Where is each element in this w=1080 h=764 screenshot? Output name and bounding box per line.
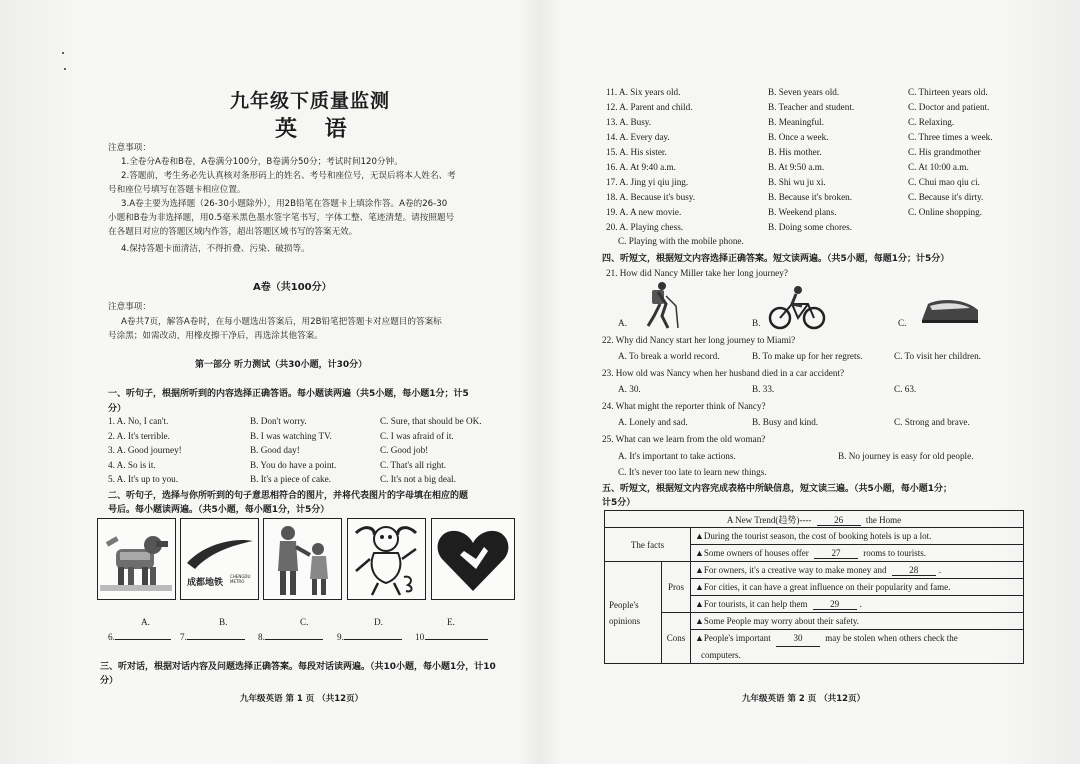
option-c: C. Chui mao qiu ci. xyxy=(908,177,980,187)
question-group-2-instruction: 二、听句子，选择与你所听到的句子意思相符合的图片，并将代表图片的字母填在相应的题 xyxy=(108,491,469,501)
trend-info-table xyxy=(604,510,1024,664)
a-note-line: 号涂黑；如需改动，用橡皮擦干净后，再选涂其他答案。 xyxy=(108,331,323,341)
page-footer: 九年级英语 第 2 页 （共12页） xyxy=(742,694,866,704)
option-b: B. You do have a point. xyxy=(250,460,337,470)
option-a: 14. A. Every day. xyxy=(606,132,670,142)
opinions-label: People's opinions xyxy=(605,562,662,664)
option-c: C. Thirteen years old. xyxy=(908,87,988,97)
question-number: 10. xyxy=(415,632,427,642)
option-a: 17. A. Jing yi qiu jing. xyxy=(606,177,689,187)
option-b: B. At 9:50 a.m. xyxy=(768,162,825,172)
option-c: C. Doctor and patient. xyxy=(908,102,990,112)
option-b: B. Once a week. xyxy=(768,132,829,142)
option-b: B. Shi wu ju xi. xyxy=(768,177,826,187)
facts-row-2-prefix: ▲Some owners of houses offer xyxy=(695,547,809,558)
picture-letter: A. xyxy=(141,617,150,627)
question-22: 22. Why did Nancy start her long journey to Miami? xyxy=(602,335,796,345)
option-b: B. Weekend plans. xyxy=(768,207,837,217)
option-c: C. I was afraid of it. xyxy=(380,431,454,441)
note-line: 1.全卷分A卷和B卷，A卷满分100分，B卷满分50分；考试时间120分钟。 xyxy=(121,157,403,167)
option-b: B. No journey is easy for old people. xyxy=(838,451,974,461)
option-b: B. It's a piece of cake. xyxy=(250,474,331,484)
pros-row-3-prefix: ▲For tourists, it can help them xyxy=(695,598,808,609)
answer-blank-28[interactable]: 28 xyxy=(892,565,936,576)
picture-letter: C. xyxy=(300,617,309,627)
option-c: C. Online shopping. xyxy=(908,207,983,217)
option-b: B. Seven years old. xyxy=(768,87,840,97)
q21-option-label: B. xyxy=(752,318,761,328)
option-c: C. Sure, that should be OK. xyxy=(380,416,482,426)
q21-option-label: C. xyxy=(898,318,907,328)
note-line: 4.保持答题卡面清洁，不得折叠、污染、破损等。 xyxy=(121,244,310,254)
note-line: 号和座位号填写在答题卡相应位置。 xyxy=(108,185,246,195)
option-a: 4. A. So is it. xyxy=(108,460,156,470)
note-line: 小题和B卷为非选择题，用0.5毫米黑色墨水签字笔书写，字体工整、笔迹清楚。请按照题号 xyxy=(108,213,455,223)
option-b: B. Teacher and student. xyxy=(768,102,855,112)
option-c: C. 63. xyxy=(894,384,917,394)
metro-name-cn: 成都地铁 xyxy=(187,578,224,588)
option-b: B. Busy and kind. xyxy=(752,417,819,427)
cons-label: Cons xyxy=(662,613,691,664)
subject-title: 英 语 xyxy=(275,117,357,142)
answer-blank-29[interactable]: 29 xyxy=(813,599,857,610)
note-line: 3.A卷主要为选择题（26-30小题除外），用2B铅笔在答题卡上填涂作答。A卷的26-30 xyxy=(121,199,448,209)
option-c: C. Three times a week. xyxy=(908,132,993,142)
option-c: C. Relaxing. xyxy=(908,117,955,127)
metro-name-en: CHENGDU METRO xyxy=(230,574,251,584)
option-a: 5. A. It's up to you. xyxy=(108,474,179,484)
cons-row-2-cont: computers. xyxy=(701,650,741,660)
cons-row-2-prefix: ▲People's important xyxy=(695,633,771,643)
q21-option-label: A. xyxy=(618,318,627,328)
picture-letter: D. xyxy=(374,617,383,627)
facts-label: The facts xyxy=(605,528,691,562)
pros-row-1-prefix: ▲For owners, it's a creative way to make money and xyxy=(695,564,887,575)
option-a: 12. A. Parent and child. xyxy=(606,102,693,112)
option-b: B. Doing some chores. xyxy=(768,222,852,232)
facts-row-1: ▲During the tourist season, the cost of booking hotels is up a lot. xyxy=(691,528,1024,545)
question-number: 8. xyxy=(258,632,265,642)
question-number: 7. xyxy=(180,632,187,642)
question-group-4-instruction: 四、听短文，根据短文内容选择正确答案。短文读两遍。（共5小题，每题1分；计5分） xyxy=(602,254,950,264)
option-b: B. Because it's broken. xyxy=(768,192,853,202)
option-a: A. It's important to take actions. xyxy=(618,451,736,461)
picture-letter: E. xyxy=(447,617,455,627)
option-a: 11. A. Six years old. xyxy=(606,87,681,97)
question-25: 25. What can we learn from the old woman? xyxy=(602,434,766,444)
option-a: 18. A. Because it's busy. xyxy=(606,192,696,202)
question-group-1-instruction: 一、听句子，根据所听到的内容选择正确答语。每小题读两遍（共5小题，每小题1分；计5 xyxy=(108,389,469,399)
option-c: C. Strong and brave. xyxy=(894,417,970,427)
facts-row-2-suffix: rooms to tourists. xyxy=(863,547,926,558)
option-b: B. Meaningful. xyxy=(768,117,824,127)
option-c: C. His grandmother xyxy=(908,147,981,157)
option-a: 3. A. Good journey! xyxy=(108,445,182,455)
option-b: B. His mother. xyxy=(768,147,822,157)
question-number: 6. xyxy=(108,632,115,642)
pros-row-3-suffix: . xyxy=(859,598,862,609)
option-c: C. At 10:00 a.m. xyxy=(908,162,969,172)
facts-row-2 xyxy=(691,545,1024,562)
option-a: 2. A. It's terrible. xyxy=(108,431,170,441)
option-b: B. To make up for her regrets. xyxy=(752,351,863,361)
pros-row-1 xyxy=(691,562,1024,579)
option-a: A. Lonely and sad. xyxy=(618,417,688,427)
question-number: 9. xyxy=(337,632,344,642)
note-line: 在各题目对应的答题区域内作答，超出答题区域书写的答案无效。 xyxy=(108,227,358,237)
option-b: B. 33. xyxy=(752,384,775,394)
a-note-line: A卷共7页，解答A卷时，在每小题选出答案后，用2B铅笔把答题卡对应题目的答案标 xyxy=(121,317,442,327)
question-group-1-instruction-cont: 分） xyxy=(108,404,127,414)
option-b: B. I was watching TV. xyxy=(250,431,332,441)
option-b: B. Good day! xyxy=(250,445,300,455)
answer-blank-30[interactable]: 30 xyxy=(776,630,820,647)
option-c: C. To visit her children. xyxy=(894,351,981,361)
a-notes-heading: 注意事项： xyxy=(108,302,151,312)
option-c: C. It's not a big deal. xyxy=(380,474,456,484)
table-title-suffix: the Home xyxy=(865,514,902,525)
cons-row-1: ▲Some People may worry about their safety. xyxy=(691,613,1024,630)
table-title-row xyxy=(605,511,1024,528)
table-title-prefix: A New Trend(趋势)---- xyxy=(726,514,812,525)
option-c: C. Good job! xyxy=(380,445,429,455)
pros-row-2: ▲For cities, it can have a great influence on their popularity and fame. xyxy=(691,579,1024,596)
question-group-3-instruction: 三、听对话，根据对话内容及问题选择正确答案。每段对话读两遍。（共10小题，每小题1分，计10 xyxy=(100,662,496,672)
option-c: C. Because it's dirty. xyxy=(908,192,984,202)
option-b: B. Don't worry. xyxy=(250,416,307,426)
question-group-3-instruction-cont: 分） xyxy=(100,676,119,686)
option-a: 19. A. A new movie. xyxy=(606,207,682,217)
option-a: 13. A. Busy. xyxy=(606,117,652,127)
pros-label: Pros xyxy=(662,562,691,613)
option-a: A. To break a world record. xyxy=(618,351,720,361)
answer-blank-27[interactable]: 27 xyxy=(814,548,858,559)
question-group-5-instruction-cont: 计5分） xyxy=(602,498,636,508)
question-24: 24. What might the reporter think of Nancy? xyxy=(602,401,766,411)
answer-blank-26[interactable]: 26 xyxy=(817,515,861,526)
option-a: 20. A. Playing chess. xyxy=(606,222,684,232)
hiker-walking-icon xyxy=(638,280,684,330)
part1-title: 第一部分 听力测试（共30小题，计30分） xyxy=(195,360,368,370)
option-c: C. Playing with the mobile phone. xyxy=(618,236,744,246)
high-speed-train-icon xyxy=(920,294,980,326)
exam-title: 九年级下质量监测 xyxy=(230,90,391,112)
question-23: 23. How old was Nancy when her husband died in a car accident? xyxy=(602,368,845,378)
note-line: 2.答题前，考生务必先认真核对条形码上的姓名、考号和座位号，无误后将本人姓名、考 xyxy=(121,171,456,181)
question-group-2-instruction-cont: 号后。每小题读两遍。（共5小题，每小题1分，计5分） xyxy=(108,505,330,515)
option-a: A. 30. xyxy=(618,384,641,394)
pros-row-3 xyxy=(691,596,1024,613)
bicycle-icon xyxy=(768,284,826,330)
cons-row-2 xyxy=(691,630,1024,664)
question-21: 21. How did Nancy Miller take her long journey? xyxy=(606,268,788,278)
picture-letter: B. xyxy=(219,617,228,627)
option-a: 1. A. No, I can't. xyxy=(108,416,169,426)
notes-heading: 注意事项： xyxy=(108,143,151,153)
option-c: C. It's never too late to learn new things. xyxy=(618,467,767,477)
question-group-5-instruction: 五、听短文，根据短文内容完成表格中所缺信息，短文读三遍。（共5小题，每小题1分； xyxy=(602,484,953,494)
option-a: 15. A. His sister. xyxy=(606,147,667,157)
cons-row-2-suffix: may be stolen when others check the xyxy=(825,633,958,643)
option-a: 16. A. At 9:40 a.m. xyxy=(606,162,676,172)
pros-row-1-suffix: . xyxy=(938,564,941,575)
option-c: C. That's all right. xyxy=(380,460,447,470)
page-footer: 九年级英语 第 1 页 （共12页） xyxy=(240,694,364,704)
section-a-title: A卷（共100分） xyxy=(253,282,332,293)
